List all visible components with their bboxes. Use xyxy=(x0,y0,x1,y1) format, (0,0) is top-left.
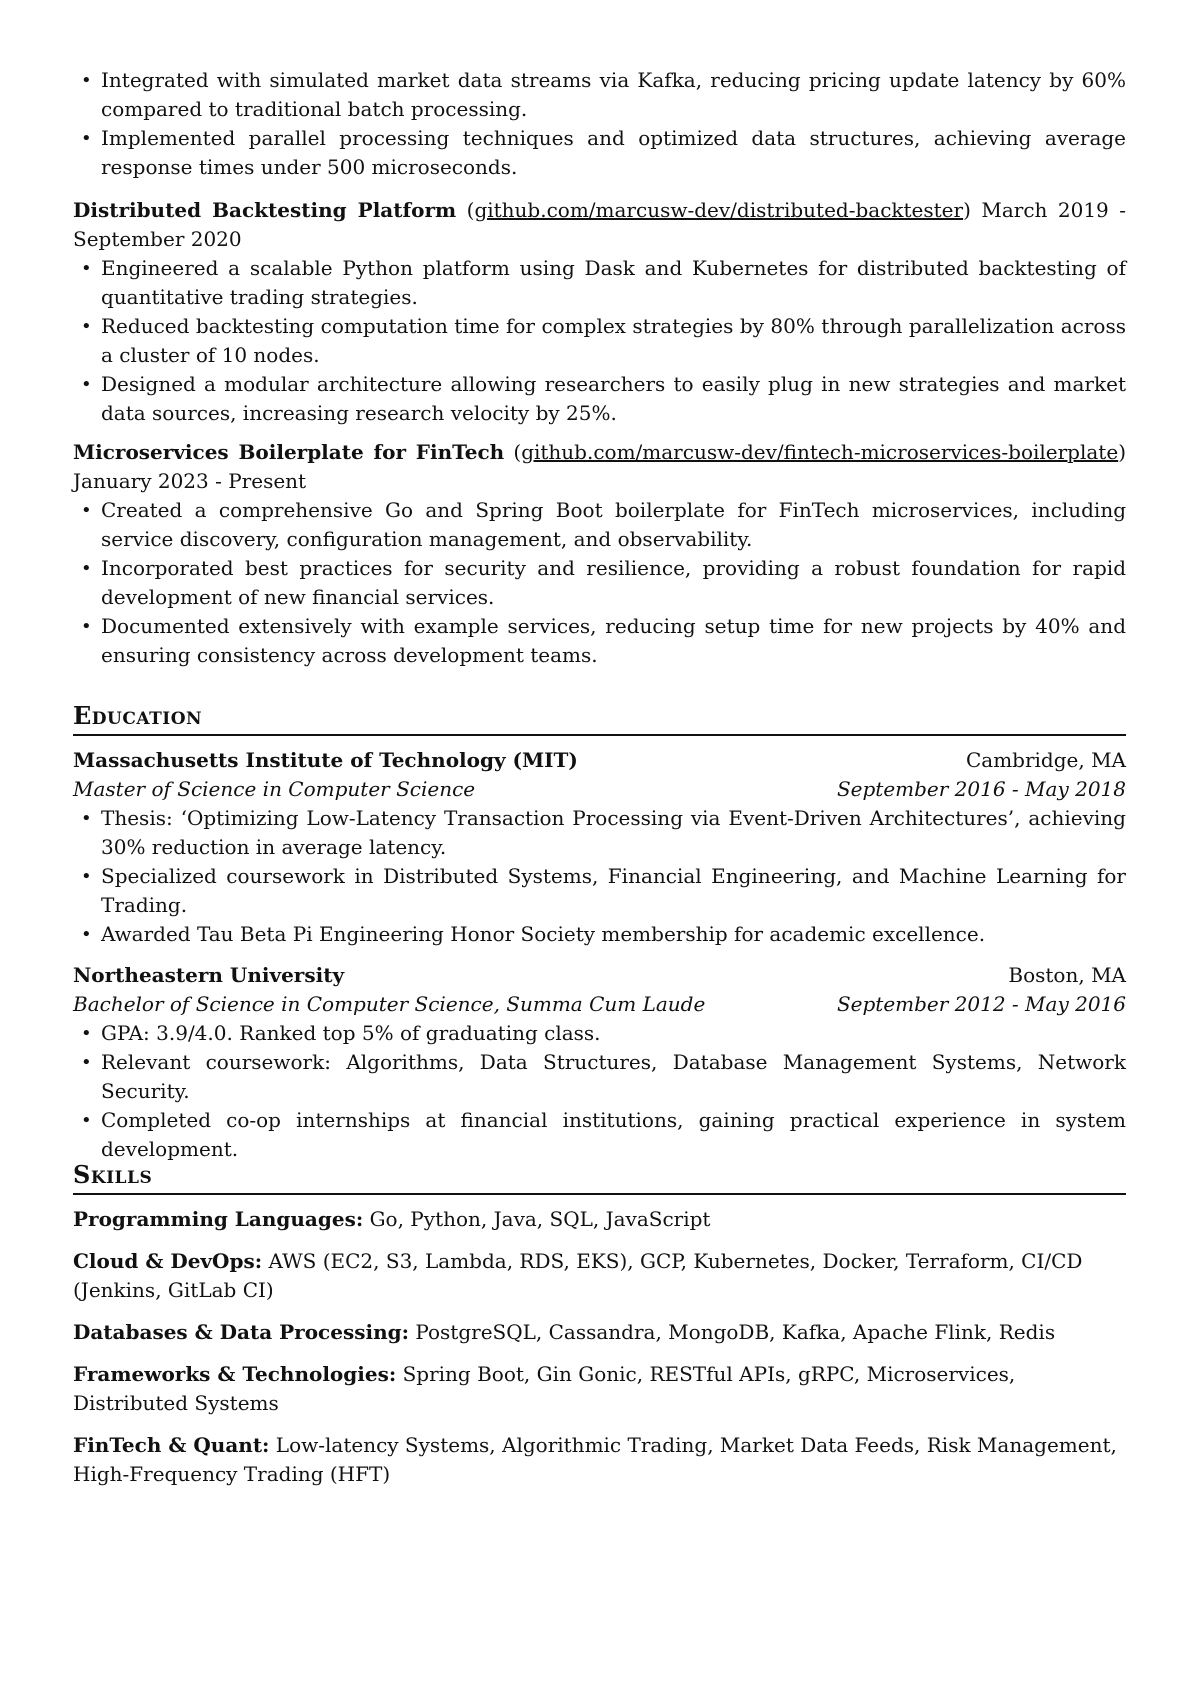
project-entry xyxy=(73,196,1126,428)
project-link[interactable]: github.com/marcusw-dev/distributed-backtester xyxy=(474,198,964,222)
bullet-item: • Thesis: ‘Optimizing Low-Latency Transaction Processing via Event-Driven Architectures’, achieving 30% reduction in average latency. xyxy=(73,804,1126,862)
section-heading-skills: Skills xyxy=(73,1160,1126,1195)
bullet-item: • Created a comprehensive Go and Spring Boot boilerplate for FinTech microservices, including service discovery, configuration management, and observability. xyxy=(73,496,1126,554)
education-section xyxy=(73,701,1126,1176)
bullet-item: • Specialized coursework in Distributed Systems, Financial Engineering, and Machine Learning for Trading. xyxy=(73,862,1126,920)
skill-line xyxy=(73,1318,1126,1347)
bullet-item: • Incorporated best practices for security and resilience, providing a robust foundation for rapid development of new financial services. xyxy=(73,554,1126,612)
project-title: Distributed Backtesting Platform xyxy=(73,198,457,222)
skill-line xyxy=(73,1205,1126,1234)
project-dates: January 2023 - Present xyxy=(73,469,307,493)
continued-project-bullets xyxy=(73,66,1126,182)
skills-section xyxy=(73,1160,1126,1502)
project-dates: March 2019 - September 2020 xyxy=(73,198,1127,251)
bullet-item: • Integrated with simulated market data streams via Kafka, reducing pricing update latency by 60% compared to traditional batch processing. xyxy=(73,66,1126,124)
project-header: Distributed Backtesting Platform (github.com/marcusw-dev/distributed-backtester) March 2019 - September 2020 xyxy=(73,198,1127,251)
education-degree-row xyxy=(73,990,1126,1019)
education-bullets xyxy=(73,1019,1126,1164)
bullet-item: • Reduced backtesting computation time for complex strategies by 80% through parallelization across a cluster of 10 nodes. xyxy=(73,312,1126,370)
skill-label: FinTech & Quant: xyxy=(73,1433,270,1457)
education-bullets xyxy=(73,804,1126,949)
bullet-item: • GPA: 3.9/4.0. Ranked top 5% of graduating class. xyxy=(73,1019,1126,1048)
projects-list xyxy=(73,196,1126,680)
project-entry xyxy=(73,438,1126,670)
skill-value: Spring Boot, Gin Gonic, RESTful APIs, gRPC, Microservices, Distributed Systems xyxy=(73,1362,1016,1415)
education-dates: September 2016 - May 2018 xyxy=(836,777,1126,801)
skill-label: Frameworks & Technologies: xyxy=(73,1362,397,1386)
skill-label: Programming Languages: xyxy=(73,1207,364,1231)
degree: Bachelor of Science in Computer Science, Summa Cum Laude xyxy=(73,992,706,1016)
project-bullets xyxy=(73,496,1126,670)
skill-line xyxy=(73,1431,1126,1489)
project-bullets xyxy=(73,254,1126,428)
school-location: Cambridge, MA xyxy=(965,748,1126,772)
bullet-item: • Awarded Tau Beta Pi Engineering Honor Society membership for academic excellence. xyxy=(73,920,1126,949)
skill-line xyxy=(73,1247,1126,1305)
school-location: Boston, MA xyxy=(1008,963,1126,987)
skill-label: Cloud & DevOps: xyxy=(73,1249,263,1273)
education-school-row xyxy=(73,746,1126,775)
project-link[interactable]: github.com/marcusw-dev/fintech-microservices-boilerplate xyxy=(521,440,1119,464)
skill-value: Low-latency Systems, Algorithmic Trading, Market Data Feeds, Risk Management, High-Frequency Trading (HFT) xyxy=(73,1433,1117,1486)
skill-label: Databases & Data Processing: xyxy=(73,1320,409,1344)
education-school-row xyxy=(73,961,1126,990)
project-header: Microservices Boilerplate for FinTech (github.com/marcusw-dev/fintech-microservices-boilerplate) January 2023 - Present xyxy=(73,440,1126,493)
bullet-item: • Documented extensively with example services, reducing setup time for new projects by 40% and ensuring consistency across development teams. xyxy=(73,612,1126,670)
bullet-item: • Engineered a scalable Python platform using Dask and Kubernetes for distributed backtesting of quantitative trading strategies. xyxy=(73,254,1126,312)
education-degree-row xyxy=(73,775,1126,804)
skill-line xyxy=(73,1360,1126,1418)
degree: Master of Science in Computer Science xyxy=(73,777,476,801)
project-title: Microservices Boilerplate for FinTech xyxy=(73,440,505,464)
education-entry xyxy=(73,746,1126,949)
bullet-item: • Implemented parallel processing techniques and optimized data structures, achieving average response times under 500 microseconds. xyxy=(73,124,1126,182)
school-name: Northeastern University xyxy=(73,963,345,987)
bullet-item: • Designed a modular architecture allowing researchers to easily plug in new strategies and market data sources, increasing research velocity by 25%. xyxy=(73,370,1126,428)
section-heading-education: Education xyxy=(73,701,1126,736)
bullet-item: • Completed co-op internships at financial institutions, gaining practical experience in system development. xyxy=(73,1106,1126,1164)
skill-value: AWS (EC2, S3, Lambda, RDS, EKS), GCP, Kubernetes, Docker, Terraform, CI/CD (Jenkins, GitLab CI) xyxy=(73,1249,1083,1302)
skill-value: Go, Python, Java, SQL, JavaScript xyxy=(369,1207,711,1231)
school-name: Massachusetts Institute of Technology (MIT) xyxy=(73,748,578,772)
skill-value: PostgreSQL, Cassandra, MongoDB, Kafka, Apache Flink, Redis xyxy=(415,1320,1056,1344)
bullet-item: • Relevant coursework: Algorithms, Data Structures, Database Management Systems, Network Security. xyxy=(73,1048,1126,1106)
education-dates: September 2012 - May 2016 xyxy=(836,992,1126,1016)
education-entry xyxy=(73,961,1126,1164)
